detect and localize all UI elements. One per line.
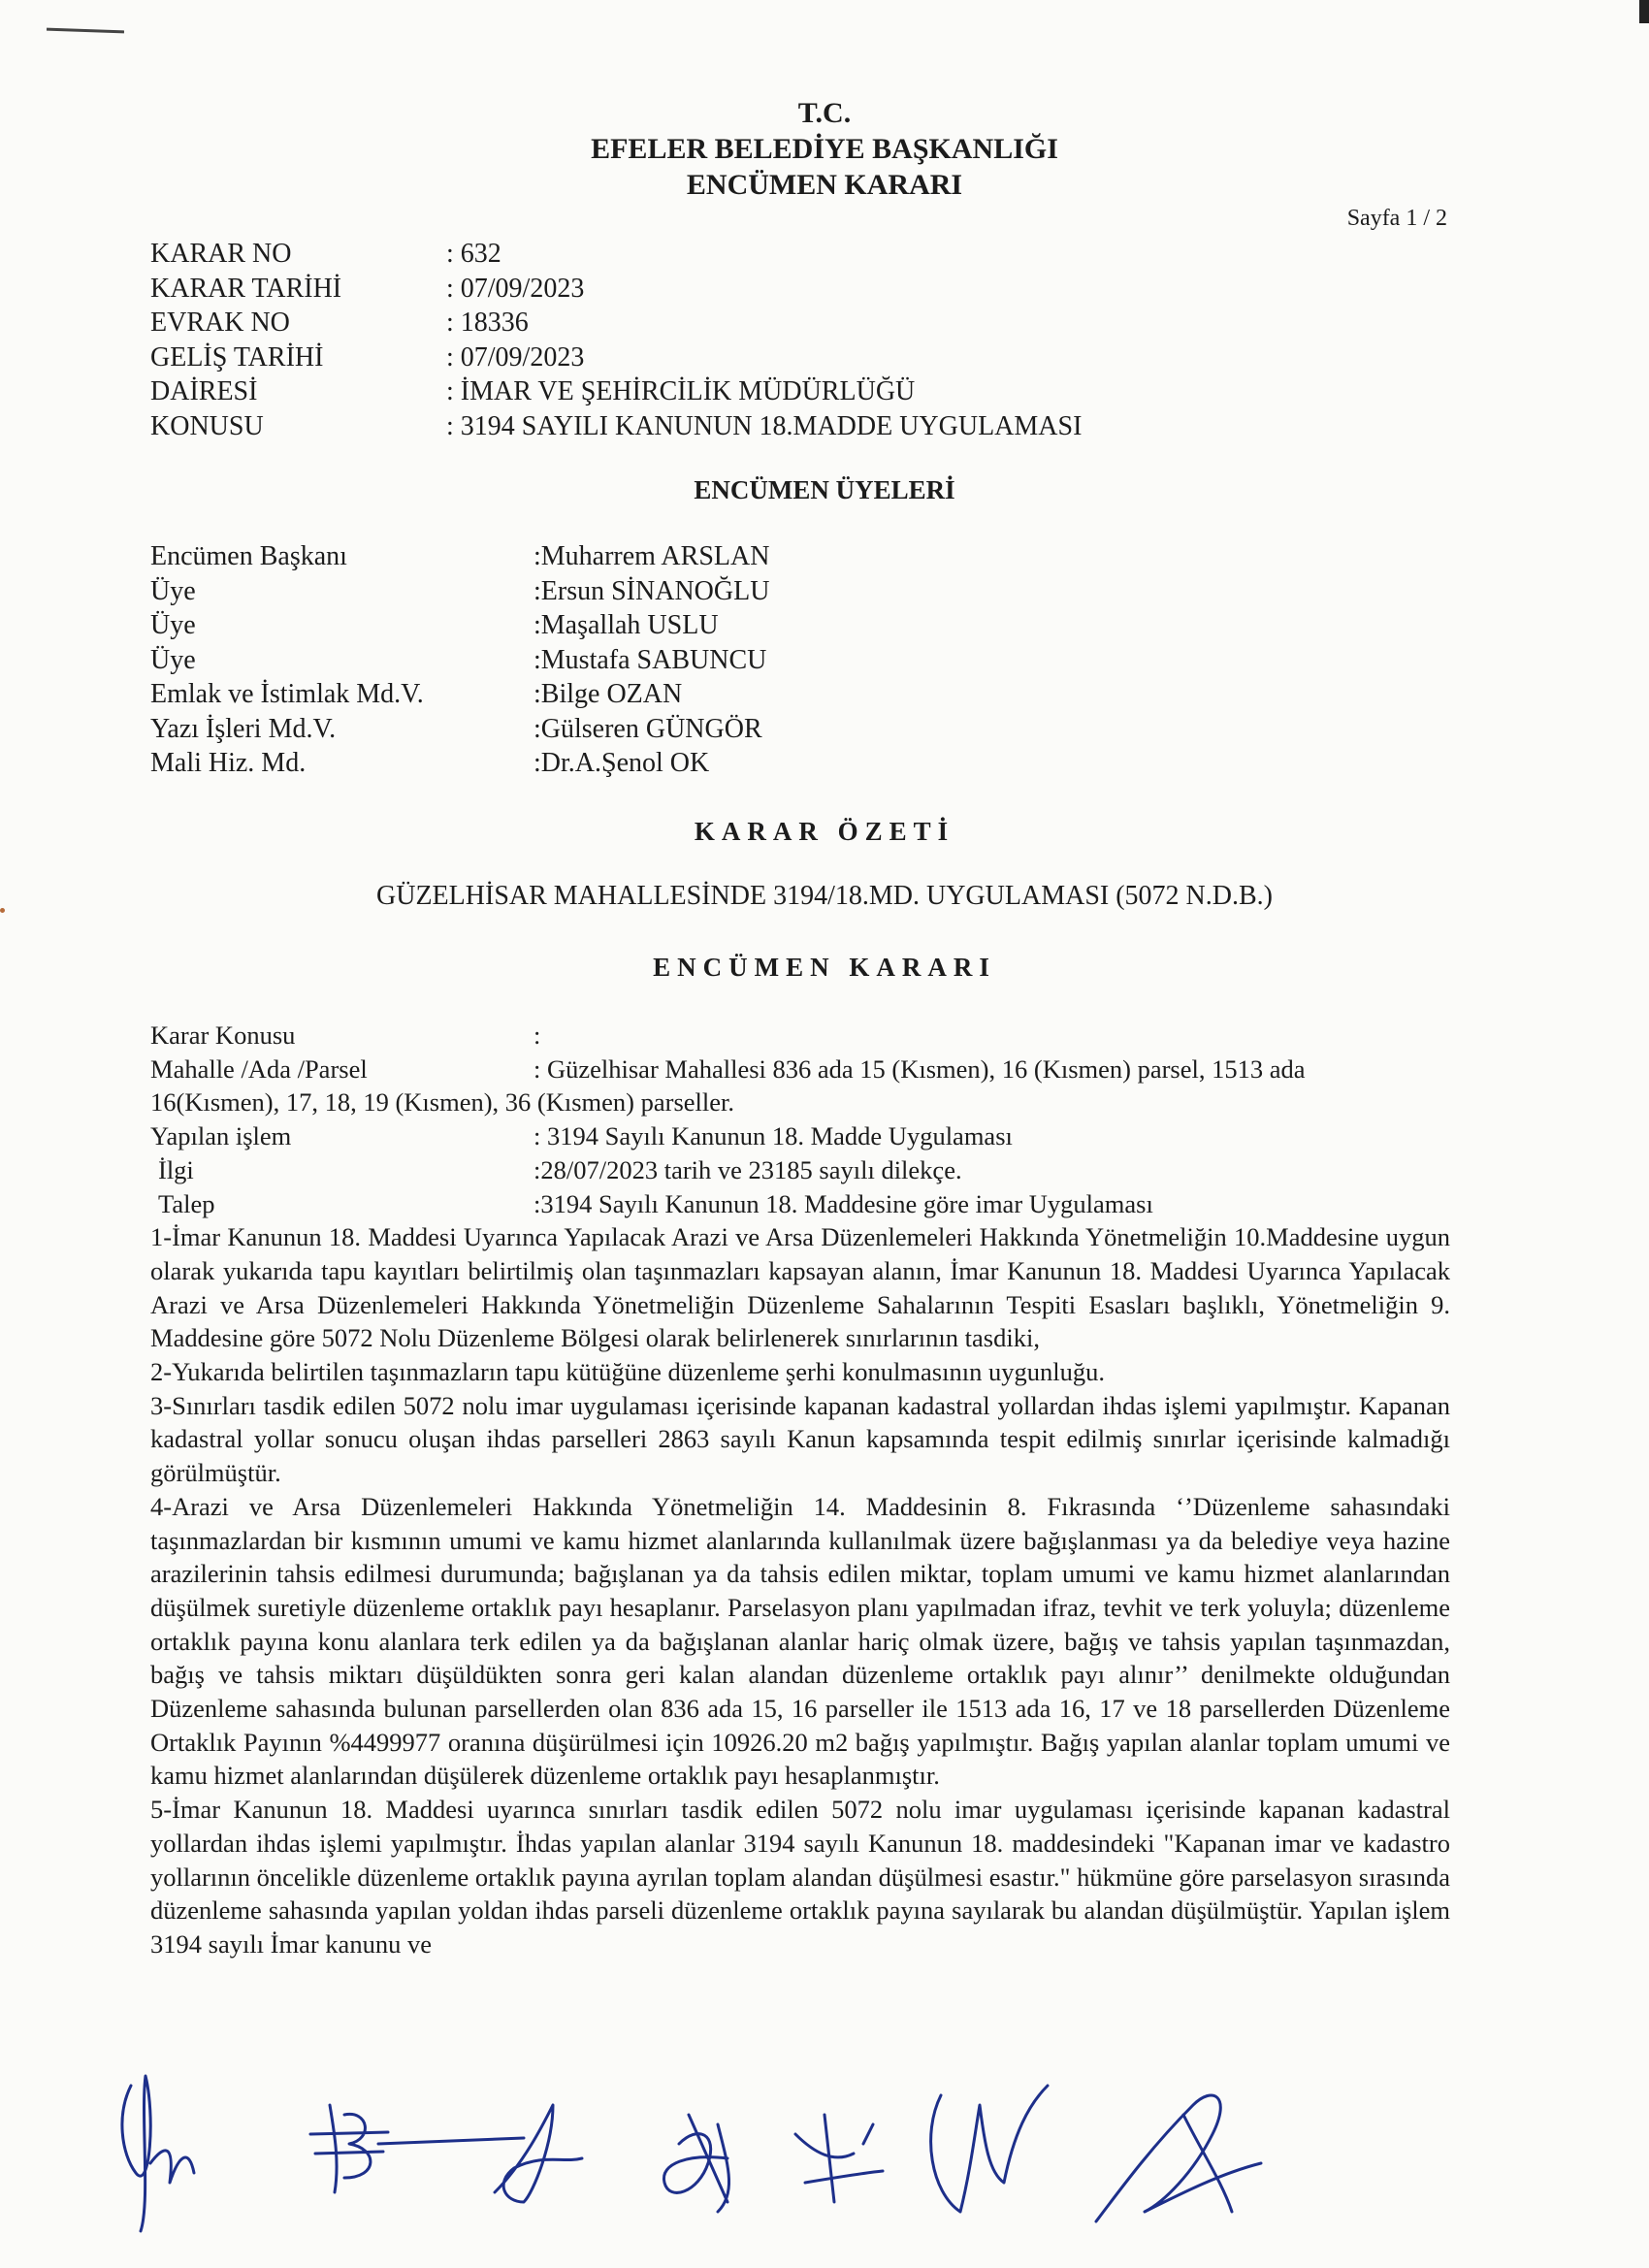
meta-value: : 18336 — [446, 306, 529, 340]
meta-label: DAİRESİ — [150, 376, 258, 406]
meta-value: : 07/09/2023 — [446, 340, 584, 375]
field-value: :3194 Sayılı Kanunun 18. Maddesine göre imar Uygulaması — [534, 1188, 1153, 1218]
member-name: : Mustafa SABUNCU — [534, 643, 766, 678]
member-name: : Muharrem ARSLAN — [534, 539, 769, 574]
paragraph-1: 1-İmar Kanunun 18. Maddesi Uyarınca Yapılacak Arazi ve Arsa Düzenlemeleri Hakkında Yönetmeliğin 10.Maddesine uygun olarak yukarıda tapu kayıtları belirtilmiş olan taşınmazları kapsayan alanın, İmar Kanunun 18. Maddesi Uyarınca Yapılacak Arazi ve Arsa Düzenlemeleri Hakkında Yönetmeliğin Düzenleme Sahalarının Tespiti Esasları başlıklı, Yönetmeliğin 9. Maddesine göre 5072 Nolu Düzenleme Bölgesi olarak belirlenerek sınırlarının tasdiki, — [150, 1222, 1450, 1353]
meta-row — [150, 306, 1082, 340]
talep-row — [150, 1187, 1450, 1221]
signature-4 — [663, 2115, 728, 2212]
decision-heading: ENCÜMEN KARARI — [653, 953, 996, 982]
field-label: Karar Konusu — [150, 1021, 296, 1050]
member-row — [150, 677, 769, 712]
meta-value: : İMAR VE ŞEHİRCİLİK MÜDÜRLÜĞÜ — [446, 374, 915, 409]
signatures — [97, 2057, 1552, 2251]
paragraph-3: 3-Sınırları tasdik edilen 5072 nolu imar uygulaması içerisinde kapanan kadastral yollardan ihdas işlemi yapılmıştır. Kapanan kadastral yollar sonucu oluşan ihdas parselleri 2863 sayılı Kanun kapsamında tespit edilmiş sınırlar içerisinde kalmadığı görülmüştür. — [150, 1390, 1450, 1488]
meta-row — [150, 272, 1082, 307]
member-name: : Maşallah USLU — [534, 608, 719, 643]
field-label: Yapılan işlem — [150, 1121, 292, 1151]
ilgi-row — [150, 1153, 1450, 1187]
meta-label: KARAR TARİHİ — [150, 273, 342, 304]
member-name: : Bilge OZAN — [534, 677, 682, 712]
paragraph-2: 2-Yukarıda belirtilen taşınmazların tapu kütüğüne düzenleme şerhi konulmasının uygunluğu. — [150, 1357, 1105, 1387]
header-tc: T.C. — [797, 97, 852, 129]
mahalle-row — [150, 1053, 1450, 1086]
member-name: : Dr.A.Şenol OK — [534, 746, 709, 781]
field-value: : Güzelhisar Mahallesi 836 ada 15 (Kısmen), 16 (Kısmen) parsel, 1513 ada — [534, 1053, 1306, 1084]
meta-value: : 632 — [446, 237, 501, 272]
member-row — [150, 712, 769, 747]
decision-body — [150, 1019, 1450, 1961]
field-label: Talep — [158, 1188, 215, 1218]
meta-label: EVRAK NO — [150, 308, 290, 338]
meta-label: KONUSU — [150, 410, 264, 441]
member-row — [150, 539, 769, 574]
meta-row — [150, 374, 1082, 409]
members-heading: ENCÜMEN ÜYELERİ — [694, 475, 955, 504]
meta-row — [150, 237, 1082, 272]
meta-row — [150, 340, 1082, 375]
member-name: : Ersun SİNANOĞLU — [534, 574, 769, 609]
signature-1 — [122, 2076, 194, 2231]
scan-pen-mark — [47, 28, 124, 34]
field-value: :28/07/2023 tarih ve 23185 sayılı dilekçe. — [534, 1154, 962, 1184]
scan-edge-mark — [1639, 0, 1649, 23]
field-label: Mahalle /Ada /Parsel — [150, 1053, 368, 1084]
header-doc-type: ENCÜMEN KARARI — [686, 169, 963, 201]
summary-text: GÜZELHİSAR MAHALLESİNDE 3194/18.MD. UYGULAMASI (5072 N.D.B.) — [376, 881, 1273, 911]
mahalle-continuation: 16(Kısmen), 17, 18, 19 (Kısmen), 36 (Kısmen) parseller. — [150, 1087, 735, 1118]
paragraph-5: 5-İmar Kanunun 18. Maddesi uyarınca sınırları tasdik edilen 5072 nolu imar uygulaması içerisinde kapanan kadastral yollardan ihdas işlemi yapılmıştır. İhdas yapılan alanlar 3194 sayılı Kanunun 18. maddesindeki "Kapanan imar ve kadastro yollarının öncelikle düzenleme ortaklık payına ayrılan toplam alandan düşülmesi esastır." hükmüne göre parselasyon sırasında düzenleme sahasında yapılan yoldan ihdas parseli düzenleme ortaklık payına sayılarak bu alandan düşülmüştür. Yapılan işlem 3194 sayılı İmar kanunu ve — [150, 1795, 1450, 1959]
meta-label: GELİŞ TARİHİ — [150, 341, 324, 373]
member-row — [150, 574, 769, 609]
member-role: Üye — [150, 610, 196, 640]
meta-value: : 07/09/2023 — [446, 272, 584, 307]
members-list — [150, 539, 769, 781]
signature-5 — [795, 2115, 883, 2202]
meta-label: KARAR NO — [150, 239, 292, 269]
member-name: : Gülseren GÜNGÖR — [534, 712, 762, 747]
meta-value: : 3194 SAYILI KANUNUN 18.MADDE UYGULAMASI — [446, 409, 1082, 444]
meta-row — [150, 409, 1082, 444]
paragraph-4: 4-Arazi ve Arsa Düzenlemeleri Hakkında Yönetmeliğin 14. Maddesinin 8. Fıkrasında ‘’Düzenleme sahasındaki taşınmazlardan bir kısmının umumi ve kamu hizmet alanlarında kullanılmak üzere bağışlanması ya da belediye veya hazine arazilerinin tahsis edilmesi durumunda; bağışlanan ya da tahsis edilen miktar, toplam umumi ve kamu hizmet alanlarından düşülmek suretiyle düzenleme ortaklık payı hesaplanır. Parselasyon planı yapılmadan ifraz, tevhit ve terk yoluyla; düzenleme ortaklık payına konu alanlara terk edilen ya da bağışlanan alanlar hariç olmak üzere, bağış ve tahsis yapılan taşınmazdan, bağış ve tahsis miktarı düşüldükten sonra geri kalan alandan düzenleme ortaklık payı alınır’’ denilmekte olduğundan Düzenleme sahasında bulunan parsellerden olan 836 ada 15, 16 parseller ile 1513 ada 16, 17 ve 18 parsellerden Düzenleme Ortaklık Payının %4499977 oranına düşürülmesi için 10926.20 m2 bağış yapılmıştır. Bağış yapılan alanlar toplam umumi ve kamu hizmet alanlarından düşülerek düzenleme ortaklık payı hesaplanmıştır. — [150, 1491, 1450, 1791]
document-header — [0, 95, 1649, 203]
member-role: Emlak ve İstimlak Md.V. — [150, 679, 424, 709]
member-role: Yazı İşleri Md.V. — [150, 713, 337, 744]
field-value: : 3194 Sayılı Kanunun 18. Madde Uygulaması — [534, 1121, 1013, 1151]
header-institution: EFELER BELEDİYE BAŞKANLIĞI — [591, 133, 1058, 165]
member-role: Üye — [150, 644, 196, 675]
karar-konusu-row — [150, 1019, 1450, 1053]
islem-row — [150, 1119, 1450, 1153]
page-number: Sayfa 1 / 2 — [1346, 206, 1447, 231]
decision-meta — [150, 237, 1082, 443]
member-row — [150, 608, 769, 643]
signature-6 — [931, 2086, 1048, 2212]
signature-3 — [495, 2105, 582, 2202]
field-label: İlgi — [158, 1154, 194, 1184]
signature-2 — [310, 2105, 524, 2192]
member-role: Üye — [150, 575, 196, 606]
signature-7 — [1096, 2095, 1261, 2221]
member-row — [150, 643, 769, 678]
member-role: Mali Hiz. Md. — [150, 748, 307, 778]
field-value: : — [534, 1021, 541, 1050]
member-role: Encümen Başkanı — [150, 541, 347, 571]
member-row — [150, 746, 769, 781]
summary-heading: KARAR ÖZETİ — [694, 817, 955, 846]
